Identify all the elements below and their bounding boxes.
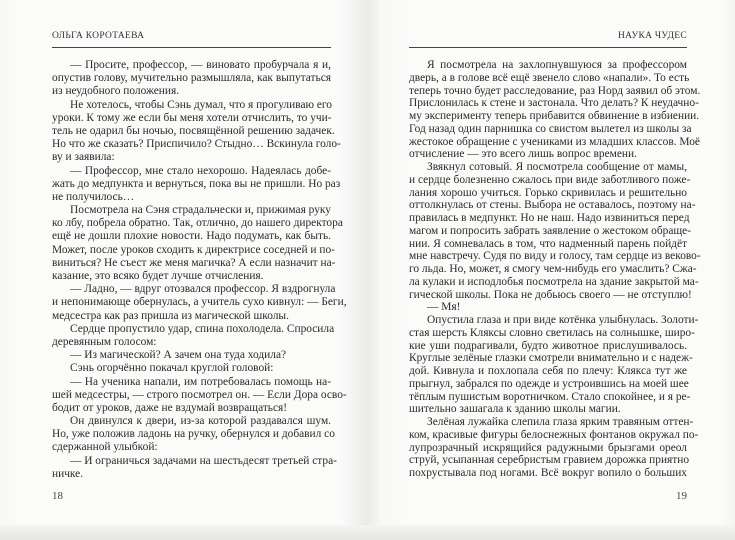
- text-line: казание, это всяко будет лучше отчисления.: [52, 270, 264, 282]
- text-line: шительно зашагала к зданию школы магии.: [409, 403, 621, 416]
- page-number: 19: [676, 490, 687, 502]
- text-line: мне навстречу. Судя по виду и голосу, там сердце из веково-: [409, 250, 701, 263]
- text-line: ком, красивые фигуры белоснежных фонтанов окружал по-: [409, 428, 699, 441]
- page-text: [409, 59, 701, 480]
- paragraph: [52, 59, 331, 99]
- text-line: Он двинулся к двери, из-за которой раздавался шум.: [70, 415, 331, 428]
- text-line: стая шерсть Кляксы словно светилась на солнышке, широ-: [409, 326, 695, 339]
- text-line: лупрозрачный искрящийся радужными брызгами ореол: [409, 441, 687, 454]
- text-line: уроки. К тому же если бы меня хотели отчислить, то учи-: [52, 111, 332, 124]
- text-line: опустив голову, мучительно размышляла, как выпутаться: [52, 72, 331, 85]
- paragraph: [52, 204, 343, 283]
- text-line: тёплым пушистым воротничком. Стало спокойнее, и я ре-: [409, 390, 691, 403]
- text-line: нии. Я сомневалась в том, что надменный парень пойдёт: [409, 237, 687, 250]
- text-line: правилась в медпункт. Но не наш. Надо извиниться перед: [409, 212, 690, 224]
- paragraph: [52, 164, 341, 205]
- text-line: дой. Кивнула и похлопала себя по плечу: Клякса тут же: [409, 365, 687, 377]
- text-line: Но что же сказать? Приспичило? Стыдно… Вскинула голо-: [52, 138, 341, 151]
- text-line: магом и попросить забрать заявление о жестоком обраще-: [409, 224, 692, 237]
- text-line: ещё не дошли плохие новости. Надо подумать, как быть.: [52, 230, 331, 243]
- text-line: го льда. Но, может, я смогу чем-нибудь его умаслить? Сжа-: [409, 263, 697, 275]
- paragraph: [52, 98, 341, 165]
- text-line: — Из магической? А зачем она туда ходила?: [70, 349, 287, 362]
- text-line: Год назад один парнишка со свистом вылетел из школы за: [409, 122, 692, 135]
- paragraph: [52, 283, 347, 323]
- page-edge: [0, 525, 367, 540]
- text-line: сдержанной улыбкой:: [52, 441, 158, 454]
- page-edge: [367, 525, 735, 540]
- page-text: [52, 59, 347, 481]
- text-line: му эксперименту теперь прибавится обвинение в избиении.: [409, 110, 700, 122]
- paragraph: [409, 416, 699, 480]
- text-line: ву и заявила:: [52, 151, 115, 164]
- paragraph: [409, 161, 701, 301]
- text-line: Может, после уроков сходить к директрисе соседней и по-: [52, 243, 335, 256]
- text-line: Я посмотрела на захлопнувшуюся за профессором: [427, 59, 687, 71]
- text-line: медсестра как раз пришла из магической школы.: [52, 309, 289, 322]
- paragraph: [52, 375, 347, 416]
- paragraph: [52, 362, 331, 375]
- text-line: Но, уже положив ладонь на ручку, обернулся и добавил со: [52, 428, 335, 441]
- text-line: Звякнул сотовый. Я посмотрела сообщение от мамы,: [427, 161, 687, 173]
- text-line: бодит от уроков, даже не вздумай возвращаться!: [52, 401, 288, 414]
- text-line: Круглые зелёные глазки смотрели внимательно и с надеж-: [409, 352, 693, 365]
- paragraph: [409, 59, 701, 161]
- text-line: — И ограничься задачами на шестьдесят третьей стра-: [70, 454, 337, 467]
- paragraph: [409, 314, 699, 416]
- text-line: тель не одарил бы ночью, посвящённой решению задачек.: [52, 124, 335, 137]
- text-line: кие уши подрагивали, будто животное прислушивалось.: [409, 339, 687, 352]
- running-header-title: НАУКА ЧУДЕС: [617, 31, 687, 41]
- text-line: похрустывала под ногами. Всё вокруг вопило о больших: [409, 467, 687, 479]
- text-line: ничке.: [52, 467, 84, 480]
- text-line: — На ученика напали, им потребовалась помощь на-: [70, 375, 331, 388]
- text-line: Сердце пропустило удар, спина похолодела. Спросила: [70, 322, 335, 335]
- text-line: Сэнь огорчённо покачал круглой головой:: [70, 362, 274, 375]
- header-rule: [409, 47, 687, 48]
- text-line: лания хорошо учиться. Горько скривилась и решительно: [409, 186, 687, 199]
- text-line: и непонимающе обернулась, а учитель сухо кивнул: — Беги,: [52, 296, 347, 309]
- header-rule: [52, 47, 331, 48]
- text-line: оттолкнулась от стены. Выбора не оставалось, поэтому на-: [409, 199, 696, 212]
- text-line: гической школы. Пока не добьюсь своего — не отступлю!: [409, 288, 692, 301]
- text-line: — Ладно, — вдруг отозвался профессор. Я вздрогнула: [70, 283, 336, 296]
- text-line: Не хотелось, чтобы Сэнь думал, что я прогуливаю его: [70, 98, 332, 111]
- text-line: — Мя!: [427, 301, 461, 314]
- text-line: ко лбу, побрела обратно. Так, отлично, до нашего директора: [52, 217, 343, 230]
- paragraph: [409, 301, 687, 314]
- text-line: ла кулаки и исподлобья посмотрела на здание закрытой ма-: [409, 275, 699, 288]
- text-line: струй, усыпанная серебристым гравием дорожка приятно: [409, 454, 690, 467]
- text-line: — Профессор, мне стало нехорошо. Надеялась добе-: [70, 164, 331, 177]
- text-line: отчисление — это всего лишь вопрос времени.: [409, 148, 637, 161]
- paragraph: [52, 322, 335, 349]
- text-line: Зелёная лужайка слепила глаза ярким травяным оттен-: [427, 416, 694, 428]
- left-page: [0, 0, 367, 540]
- text-line: деревянным голосом:: [52, 335, 157, 348]
- text-line: виниться? Не съест же меня магичка? А если назначит на-: [52, 256, 336, 269]
- text-line: и сердце болезненно сжалось при виде заботливого поже-: [409, 173, 691, 186]
- text-line: Посмотрела на Сэня страдальчески и, прижимая руку: [70, 204, 331, 217]
- running-header-author: ОЛЬГА КОРОТАЕВА: [52, 31, 145, 41]
- text-line: прыгнул, забрался по одежде и устроившись на моей шее: [409, 377, 689, 390]
- text-line: не получилось…: [52, 190, 135, 203]
- right-page: [367, 0, 735, 540]
- text-line: теперь точно будет расследование, раз Норд заявил об этом.: [409, 84, 701, 97]
- text-line: шей медсестры, — строго посмотрел он. — Если Дора осво-: [52, 388, 347, 401]
- text-line: — Просите, профессор, — виновато пробурчала я и,: [70, 59, 331, 71]
- text-line: Прислонилась к стене и застонала. Что делать? К неудачно-: [409, 97, 699, 110]
- text-line: из неудобного положения.: [52, 85, 180, 98]
- paragraph: [52, 454, 337, 481]
- paragraph: [52, 415, 335, 455]
- page-number: 18: [52, 490, 63, 502]
- text-line: дверь, а в голове всё ещё звенело слово «напали». То есть: [409, 71, 690, 84]
- text-line: жестокое обращение с учениками из младших классов. Моё: [409, 135, 700, 148]
- text-line: жать до медпункта и вернуться, пока вы не пришли. Но раз: [52, 177, 341, 190]
- paragraph: [52, 349, 331, 362]
- text-line: Опустила глаза и при виде котёнка улыбнулась. Золоти-: [427, 314, 699, 326]
